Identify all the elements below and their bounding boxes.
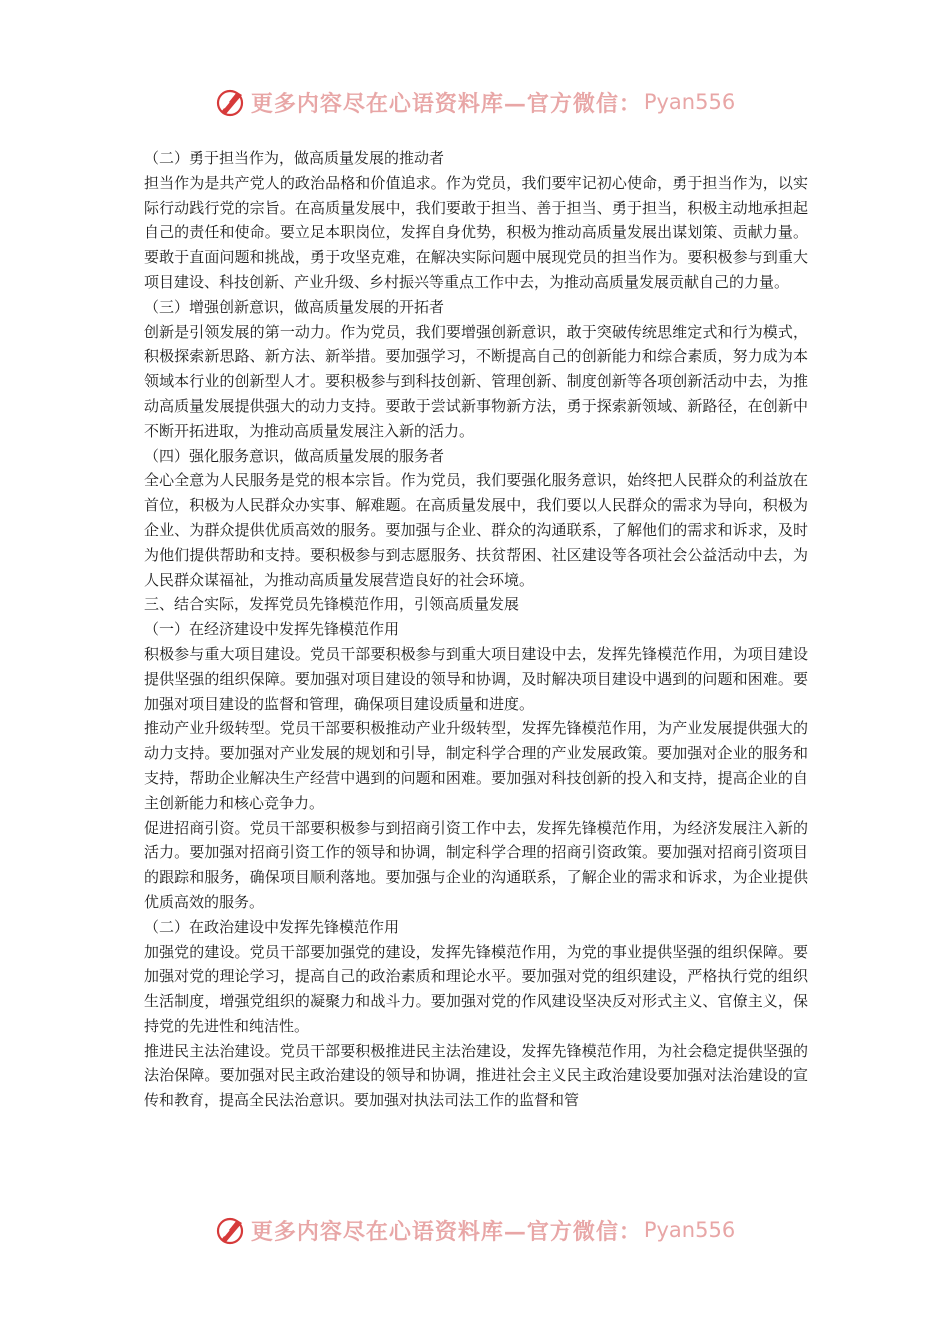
paragraph: 推进民主法治建设。党员干部要积极推进民主法治建设，发挥先锋模范作用，为社会稳定提供坚强的法治保障。要加强对民主政治建设的领导和协调，推进社会主义民主政治建设要加强对法治建设的宣传和教育，提高全民法治意识。要加强对执法司法工作的监督和管: [144, 1041, 808, 1110]
section-heading: （二）勇于担当作为，做高质量发展的推动者: [144, 149, 445, 167]
footer-banner-id: Pyan556: [643, 1218, 736, 1242]
section-heading: （三）增强创新意识，做高质量发展的开拓者: [144, 297, 445, 316]
pen-logo-icon: [215, 86, 247, 118]
paragraph: 加强党的建设。党员干部要加强党的建设，发挥先锋模范作用，为党的事业提供坚强的组织保障。要加强对党的理论学习，提高自己的政治素质和理论水平。要加强对党的组织建设，严格执行党的组织生活制度，增强党组织的凝聚力和战斗力。要加强对党的作风建设坚决反对形式主义、官僚主义，保持党的先进性和纯洁性。: [144, 942, 808, 1035]
footer-banner-text: 更多内容尽在心语资料库—官方微信：: [250, 1218, 642, 1245]
paragraph: 创新是引领发展的第一动力。作为党员，我们要增强创新意识，敢于突破传统思维定式和行为模式，积极探索新思路、新方法、新举措。要加强学习，不断提高自己的创新能力和综合素质，努力成为本领域本行业的创新型人才。要积极参与到科技创新、管理创新、制度创新等各项创新活动中去，为推动高质量发展提供强大的动力支持。要敢于尝试新事物新方法，勇于探索新领域、新路径，在创新中不断开拓进取，为推动高质量发展注入新的活力。: [144, 322, 808, 440]
section-heading: （二）在政治建设中发挥先锋模范作用: [144, 917, 400, 936]
chapter-heading: 三、结合实际，发挥党员先锋模范作用，引领高质量发展: [144, 595, 520, 614]
paragraph: 推动产业升级转型。党员干部要积极推动产业升级转型，发挥先锋模范作用，为产业发展提供强大的动力支持。要加强对产业发展的规划和引导，制定科学合理的产业发展政策。要加强对企业的服务和支持，帮助企业解决生产经营中遇到的问题和困难。要加强对科技创新的投入和支持，提高企业的自主创新能力和核心竞争力。: [144, 719, 808, 812]
document-body: [144, 146, 808, 1113]
header-banner-id: Pyan556: [643, 90, 736, 114]
section-heading: （一）在经济建设中发挥先锋模范作用: [144, 620, 400, 639]
paragraph: 全心全意为人民服务是党的根本宗旨。作为党员，我们要强化服务意识，始终把人民群众的利益放在首位，积极为人民群众办实事、解难题。在高质量发展中，我们要以人民群众的需求为导向，积极为企业、为群众提供优质高效的服务。要加强与企业、群众的沟通联系，了解他们的需求和诉求，及时为他们提供帮助和支持。要积极参与到志愿服务、扶贫帮困、社区建设等各项社会公益活动中去，为人民群众谋福祉，为推动高质量发展营造良好的社会环境。: [144, 471, 808, 589]
paragraph: 促进招商引资。党员干部要积极参与到招商引资工作中去，发挥先锋模范作用，为经济发展注入新的活力。要加强对招商引资工作的领导和协调，制定科学合理的招商引资政策。要加强对招商引资项目的跟踪和服务，确保项目顺利落地。要加强与企业的沟通联系，了解企业的需求和诉求，为企业提供优质高效的服务。: [144, 818, 808, 911]
paragraph: 积极参与重大项目建设。党员干部要积极参与到重大项目建设中去，发挥先锋模范作用，为项目建设提供坚强的组织保障。要加强对项目建设的领导和协调，及时解决项目建设中遇到的问题和困难。要加强对项目建设的监督和管理，确保项目建设质量和进度。: [144, 644, 808, 713]
footer-banner: [0, 1210, 950, 1250]
header-banner-text: 更多内容尽在心语资料库—官方微信：: [250, 90, 642, 117]
pen-logo-icon: [215, 1214, 247, 1246]
paragraph: 担当作为是共产党人的政治品格和价值追求。作为党员，我们要牢记初心使命，勇于担当作为，以实际行动践行党的宗旨。在高质量发展中，我们要敢于担当、善于担当、勇于担当，积极主动地承担起自己的责任和使命。要立足本职岗位，发挥自身优势，积极为推动高质量发展出谋划策、贡献力量。要敢于直面问题和挑战，勇于攻坚克难，在解决实际问题中展现党员的担当作为。要积极参与到重大项目建设、科技创新、产业升级、乡村振兴等重点工作中去，为推动高质量发展贡献自己的力量。: [144, 173, 808, 291]
header-banner: [0, 82, 950, 122]
section-heading: （四）强化服务意识，做高质量发展的服务者: [144, 446, 445, 465]
